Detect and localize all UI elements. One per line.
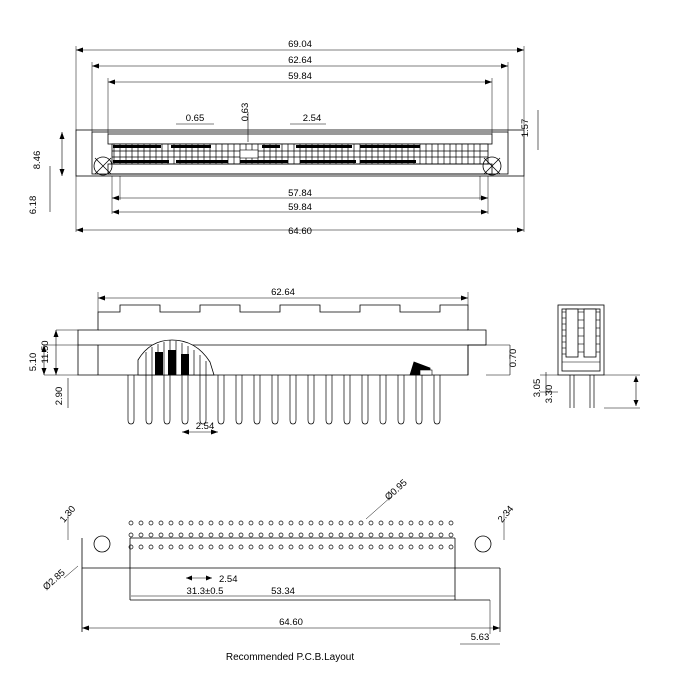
dim-front-width: 62.64 — [271, 287, 295, 298]
dim-top-height-left: 8.46 — [32, 150, 43, 170]
dim-top-height-left2: 6.18 — [28, 195, 39, 215]
dim-front-pin-len: 2.90 — [54, 386, 65, 406]
dim-top-pitch: 2.54 — [302, 113, 322, 124]
dim-side-a: 3.05 — [532, 378, 543, 398]
dim-pcb-row-a: 31.3±0.5 — [186, 586, 224, 597]
dim-top-pitch-small: 0.65 — [185, 113, 205, 124]
side-view-slot-left — [566, 309, 578, 357]
dim-front-right: 0.70 — [508, 348, 519, 368]
dim-front-height-total: 11.50 — [40, 340, 51, 364]
side-view-slot-right — [584, 309, 596, 357]
dim-top-pitch-small2: 0.63 — [240, 102, 251, 122]
dim-top-overall: 69.04 — [288, 39, 312, 50]
pcb-layout-note: Recommended P.C.B.Layout — [225, 652, 355, 663]
dim-top-mount-hole-span: 62.64 — [288, 55, 312, 66]
dim-top-bottom-overall: 64.60 — [288, 226, 312, 237]
dim-pcb-overall: 64.60 — [279, 617, 303, 628]
dim-pcb-edge-left: 1.30 — [57, 503, 79, 526]
dim-top-row-span: 59.84 — [288, 71, 312, 82]
dim-front-pin-pitch: 2.54 — [195, 421, 215, 432]
dim-pcb-mount-hole: Ø2.85 — [41, 567, 68, 593]
dim-pcb-row-b: 53.34 — [271, 586, 295, 597]
dim-pcb-edge-right: 2.34 — [495, 503, 517, 526]
dim-side-b: 3.30 — [544, 384, 555, 404]
dim-pcb-hole-dia: Ø0.95 — [383, 477, 410, 503]
dim-top-inner-row2: 59.84 — [288, 202, 312, 213]
dim-pcb-bottom-right: 5.63 — [470, 632, 490, 643]
dim-top-right-thickness: 1.57 — [520, 118, 531, 138]
dim-pcb-pitch: 2.54 — [219, 574, 238, 585]
dim-top-inner-row: 57.84 — [288, 188, 312, 199]
dim-front-height-body: 5.10 — [28, 352, 39, 372]
